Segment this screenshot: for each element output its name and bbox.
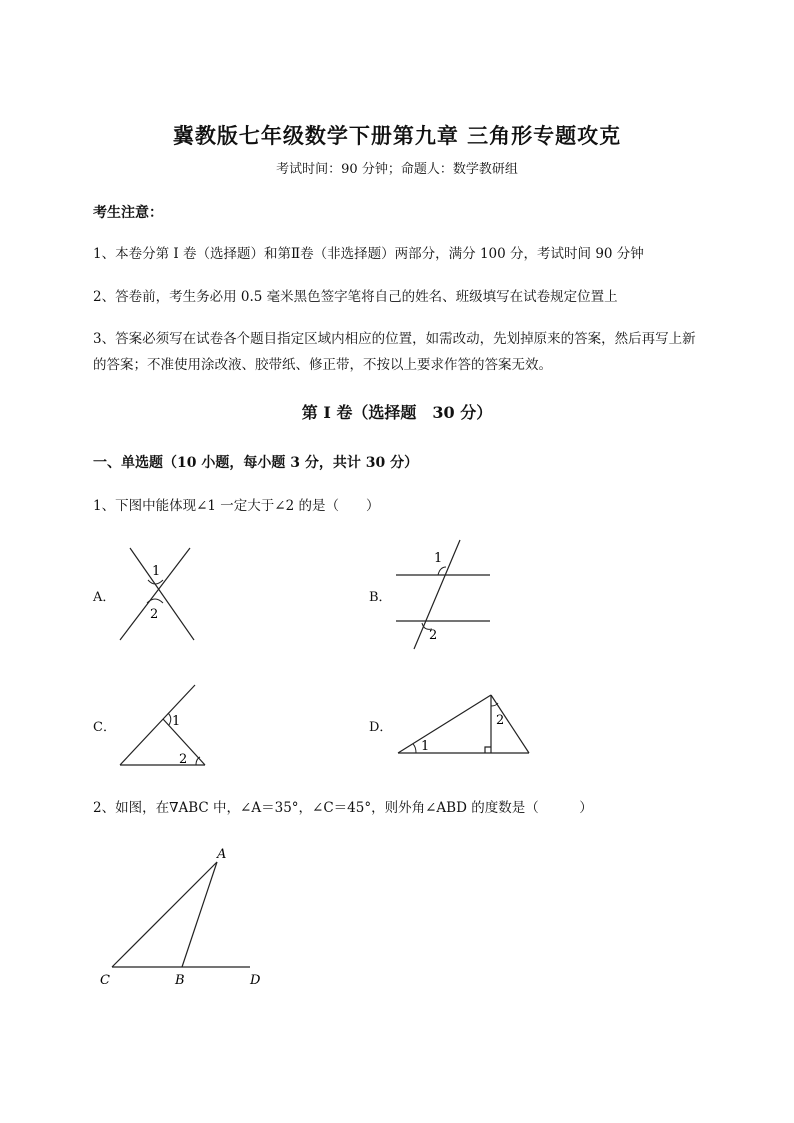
note-item-3-continued: 的答案；不准使用涂改液、胶带纸、修正带，不按以上要求作答的答案无效。 [93,357,552,373]
angle-1-label: 1 [172,714,181,729]
note-item-1: 1、本卷分第 I 卷（选择题）和第Ⅱ卷（非选择题）两部分，满分 100 分，考试时间 90 分钟 [93,246,644,262]
q1-option-d-label[interactable]: D． [369,720,393,735]
note-item-2: 2、答卷前，考生务必用 0.5 毫米黑色签字笔将自己的姓名、班级填写在试卷规定位置上 [93,289,618,305]
point-b-label: B [175,973,185,988]
q1-option-c-label[interactable]: C． [93,720,116,735]
q1-figure-b [390,535,500,655]
note-item-3: 3、答案必须写在试卷各个题目指定区域内相应的位置，如需改动，先划掉原来的答案，然后再写上新 [93,331,696,347]
section-title: 第 I 卷（选择题 30 分） [301,403,493,422]
angle-2-label: 2 [150,607,159,622]
angle-2-label: 2 [179,752,188,767]
question-1-text: 1、下图中能体现∠1 一定大于∠2 的是（ ） [93,498,380,514]
page-title: 冀教版七年级数学下册第九章 三角形专题攻克 [172,123,622,148]
point-a-label: A [217,847,227,862]
q1-figure-c [115,680,215,775]
question-2-text: 2、如图，在∇ABC 中，∠A＝35°，∠C＝45°，则外角∠ABD 的度数是（ ） [93,800,593,816]
point-d-label: D [250,973,261,988]
q2-figure-triangle [95,840,270,995]
q1-figure-a [110,540,210,650]
exam-info: 考试时间：90 分钟；命题人：数学教研组 [276,162,518,177]
q1-option-a-label[interactable]: A． [93,590,116,605]
angle-2-label: 2 [429,628,438,643]
angle-1-label: 1 [434,551,443,566]
angle-2-label: 2 [496,713,505,728]
q1-figure-d [392,690,537,762]
point-c-label: C [100,973,110,988]
notes-heading: 考生注意： [93,205,163,221]
angle-1-label: 1 [421,739,430,754]
q1-option-b-label[interactable]: B． [369,590,392,605]
part-heading: 一、单选题（10 小题，每小题 3 分，共计 30 分） [93,455,419,471]
angle-1-label: 1 [152,564,161,579]
